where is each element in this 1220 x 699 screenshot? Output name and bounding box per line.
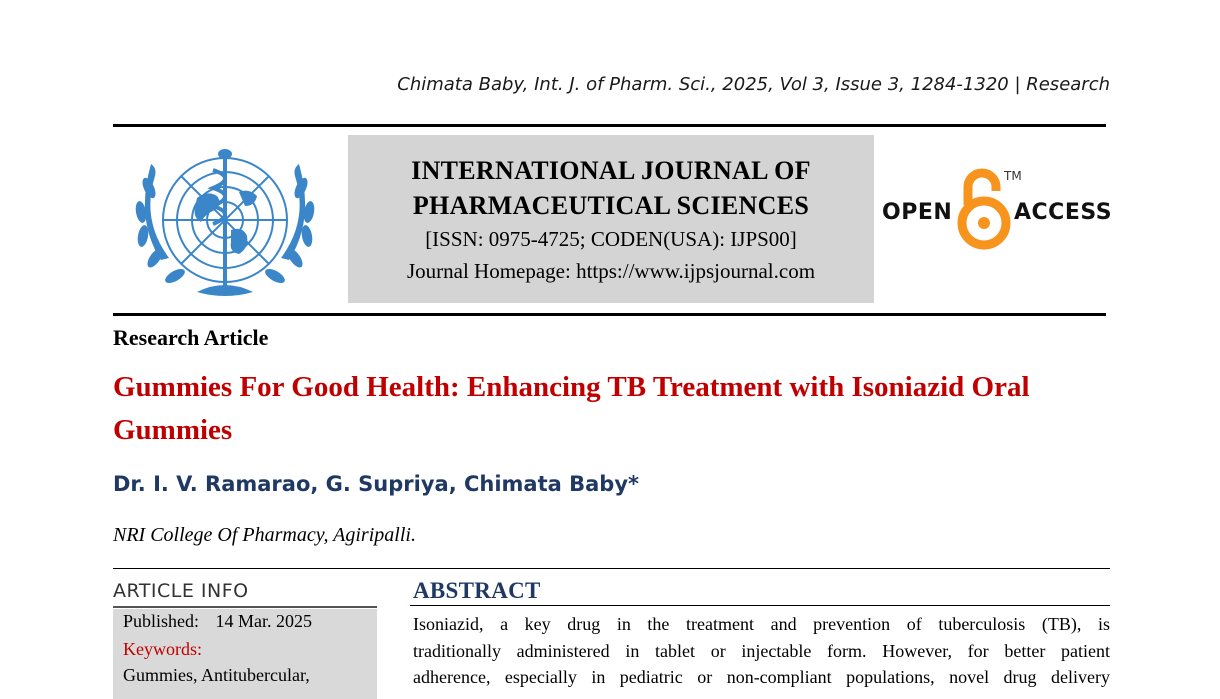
- open-access-logo: [880, 165, 1113, 255]
- article-info-heading: ARTICLE INFO: [113, 580, 249, 602]
- abstract-body: [413, 611, 1110, 691]
- journal-title: [348, 153, 874, 223]
- trademark-mark: TM: [1004, 169, 1022, 183]
- abstract-heading: ABSTRACT: [413, 578, 541, 603]
- open-access-word-access: ACCESS: [1014, 200, 1113, 225]
- abstract-line: traditionally administered in tablet or injectable form. However, for better patient: [413, 640, 1110, 661]
- published-label: Published:: [123, 611, 200, 631]
- article-type-label: Research Article: [113, 325, 269, 350]
- journal-emblem-logo: [127, 140, 323, 306]
- article-info-rule: [113, 606, 377, 608]
- section-divider: [113, 568, 1110, 569]
- journal-title-line-1: INTERNATIONAL JOURNAL OF: [411, 156, 811, 185]
- header-bottom-rule: [113, 313, 1106, 316]
- published-row: [123, 611, 312, 632]
- abstract-line: adherence, especially in pediatric or non-compliant populations, novel drug delivery: [413, 667, 1110, 687]
- keywords-text: Gummies, Antitubercular,: [123, 665, 310, 685]
- open-access-word-open: OPEN: [882, 200, 953, 225]
- keywords-label: Keywords:: [123, 639, 202, 659]
- journal-homepage[interactable]: Journal Homepage: https://www.ijpsjournal.com: [406, 259, 816, 283]
- running-head: Chimata Baby, Int. J. of Pharm. Sci., 2025, Vol 3, Issue 3, 1284-1320 | Research: [397, 74, 1110, 95]
- journal-masthead-box: [348, 135, 874, 303]
- journal-issn: [ISSN: 0975-4725; CODEN(USA): IJPS00]: [425, 227, 797, 251]
- abstract-rule: [410, 605, 1110, 606]
- author-list: Dr. I. V. Ramarao, G. Supriya, Chimata Baby*: [113, 472, 640, 496]
- header-top-rule: [113, 124, 1106, 127]
- article-title: Gummies For Good Health: Enhancing TB Treatment with Isoniazid Oral Gummies: [113, 371, 1030, 446]
- abstract-line: Isoniazid, a key drug in the treatment and prevention of tuberculosis (TB), is: [413, 614, 1110, 634]
- published-date: 14 Mar. 2025: [215, 611, 313, 631]
- author-affiliation: NRI College Of Pharmacy, Agiripalli.: [113, 524, 416, 546]
- journal-title-line-2: PHARMACEUTICAL SCIENCES: [412, 191, 810, 220]
- article-info-box: [113, 609, 377, 699]
